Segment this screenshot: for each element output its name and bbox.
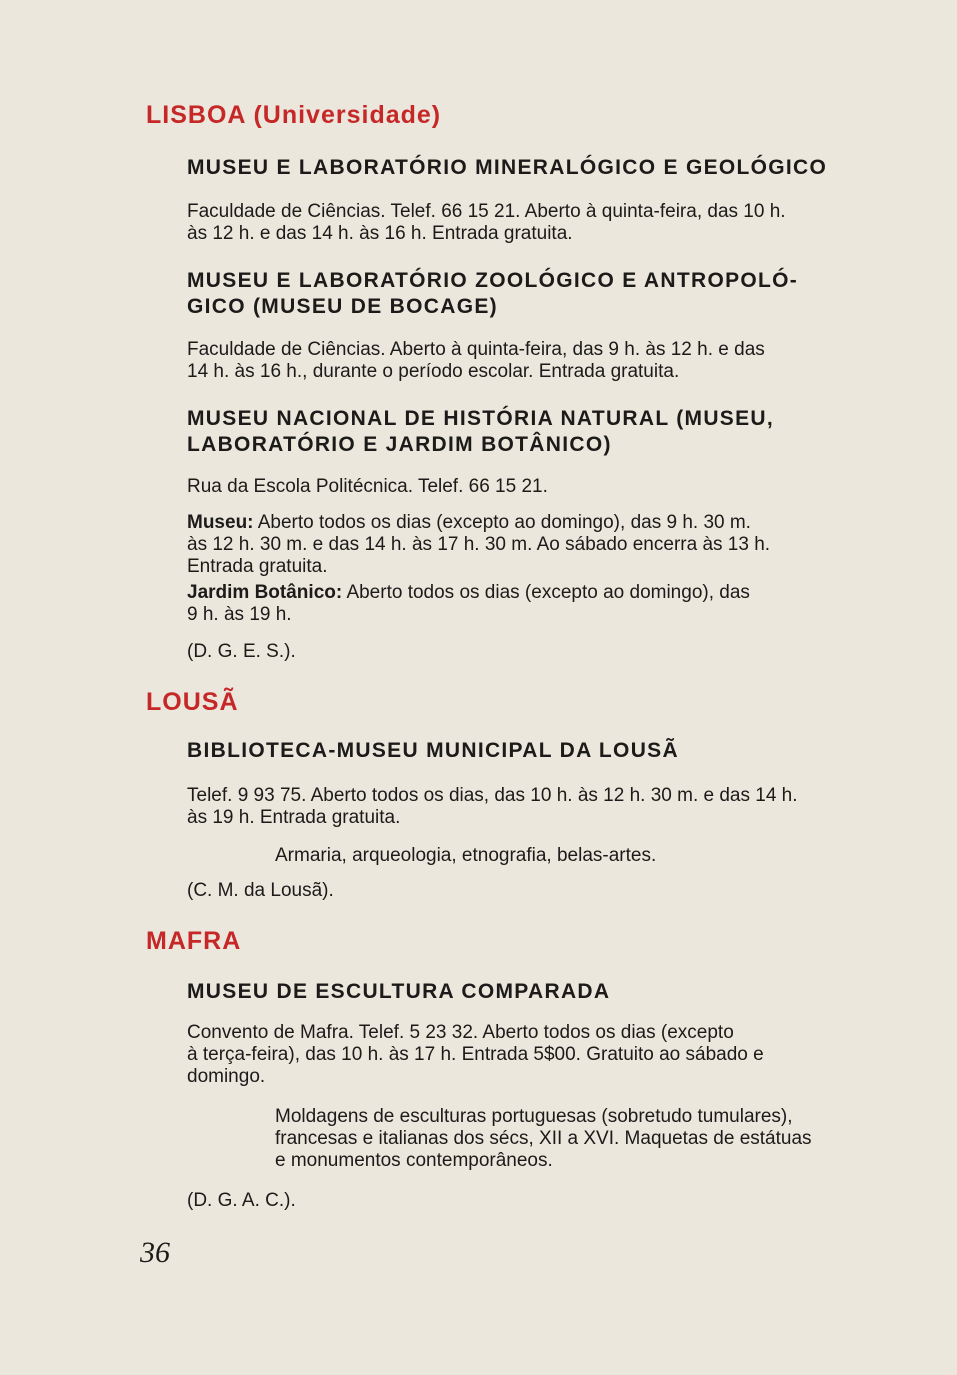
source-dges: (D. G. E. S.). [187, 641, 296, 662]
museum-title-escultura-comparada: MUSEU DE ESCULTURA COMPARADA [187, 980, 611, 1003]
museum-info-escultura-comparada: Convento de Mafra. Telef. 5 23 32. Aberto todos os dias (excepto à terça-feira), das 10 h. às 17 h. Entrada 5$00. Gratuito ao sábado e domingo. [187, 1022, 764, 1087]
museum-title-bocage: MUSEU E LABORATÓRIO ZOOLÓGICO E ANTROPOLÓ- GICO (MUSEU DE BOCAGE) [187, 269, 799, 318]
museum-info-biblioteca-lousa: Telef. 9 93 75. Aberto todos os dias, das 10 h. às 12 h. 30 m. e das 14 h. às 19 h. Entrada gratuita. [187, 785, 798, 828]
label-museu: Museu: [187, 512, 254, 533]
page-number: 36 [140, 1236, 170, 1269]
city-heading-lousa: LOUSÃ [146, 688, 239, 716]
city-heading-lisboa: LISBOA (Universidade) [146, 101, 442, 129]
museum-info-mineralogico: Faculdade de Ciências. Telef. 66 15 21. Aberto à quinta-feira, das 10 h. às 12 h. e das 14 h. às 16 h. Entrada gratuita. [187, 201, 786, 244]
source-dgac: (D. G. A. C.). [187, 1190, 296, 1211]
collection-mafra: Moldagens de esculturas portuguesas (sobretudo tumulares), francesas e italianas dos sécs, XII a XVI. Maquetas de estátuas e monumentos contemporâneos. [275, 1106, 812, 1171]
collection-lousa: Armaria, arqueologia, etnografia, belas-artes. [275, 845, 657, 866]
label-jardim-botanico: Jardim Botânico: [187, 582, 343, 603]
museum-hours-museu: Museu: Aberto todos os dias (excepto ao domingo), das 9 h. 30 m. às 12 h. 30 m. e das 14 h. às 17 h. 30 m. Ao sábado encerra às 13 h. Entrada gratuita. [187, 512, 771, 577]
source-cm-lousa: (C. M. da Lousã). [187, 880, 334, 901]
museum-info-bocage: Faculdade de Ciências. Aberto à quinta-feira, das 9 h. às 12 h. e das 14 h. às 16 h., durante o período escolar. Entrada gratuita. [187, 339, 765, 382]
museum-title-mineralogico: MUSEU E LABORATÓRIO MINERALÓGICO E GEOLÓGICO [187, 156, 828, 179]
city-heading-mafra: MAFRA [146, 927, 242, 955]
museum-title-biblioteca-lousa: BIBLIOTECA-MUSEU MUNICIPAL DA LOUSÃ [187, 739, 679, 762]
museum-address-historia-natural: Rua da Escola Politécnica. Telef. 66 15 21. [187, 476, 548, 497]
museum-title-historia-natural: MUSEU NACIONAL DE HISTÓRIA NATURAL (MUSEU, LABORATÓRIO E JARDIM BOTÂNICO) [187, 407, 774, 456]
museum-hours-jardim: Jardim Botânico: Aberto todos os dias (excepto ao domingo), das 9 h. às 19 h. [187, 582, 750, 625]
